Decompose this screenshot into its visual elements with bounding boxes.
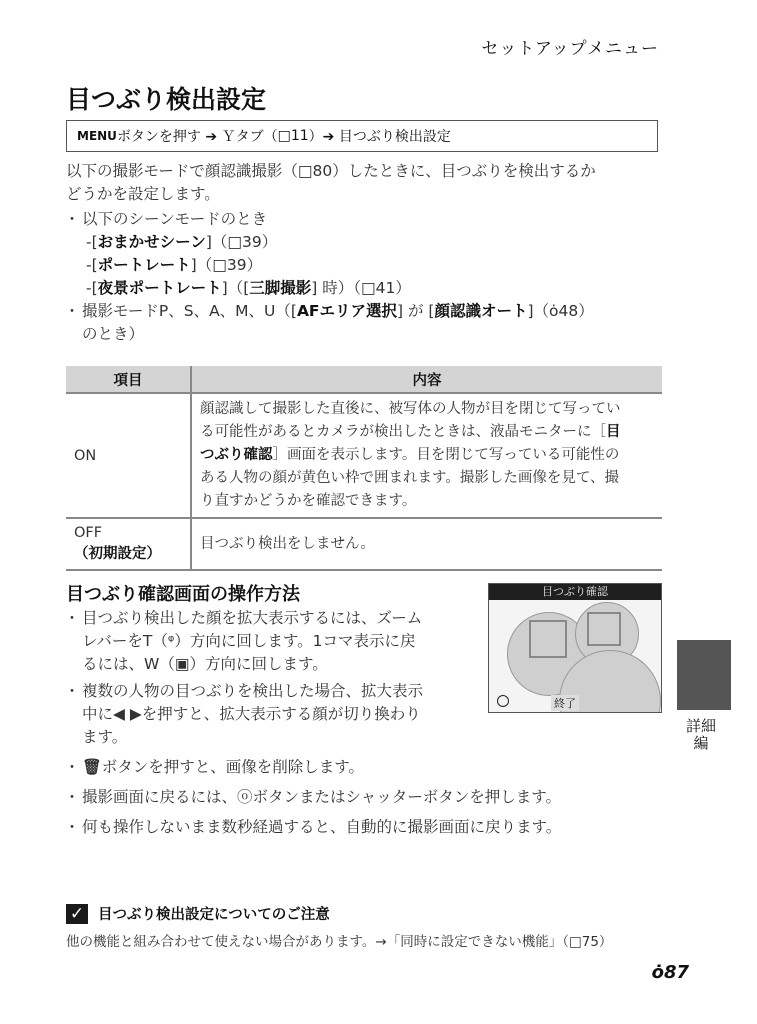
sub-item-portrait <box>86 254 262 277</box>
zoom-icon <box>497 695 509 707</box>
blink-warning-screen <box>488 583 662 713</box>
bullet-mark: ・ <box>64 682 80 700</box>
bullet-mark: ・ <box>64 210 80 228</box>
bracket: -[ <box>86 279 98 297</box>
ref: ]（ȯ48） <box>527 302 594 320</box>
table-row <box>66 393 662 518</box>
desc-bold: つぶり確認 <box>200 447 273 463</box>
nav-tail: ）➔ 目つぶり検出設定 <box>308 129 451 145</box>
face-frame <box>529 620 567 658</box>
bullet-text: ます。 <box>82 728 128 746</box>
ref: ]（□39） <box>190 256 263 274</box>
bullet-text: 中に◀ ▶を押すと、拡大表示する顔が切り換わり <box>82 705 421 723</box>
bullet-text: ] が [ <box>397 302 435 320</box>
desc-text: ］画面を表示します。目を閉じて写っている可能性の <box>272 447 620 463</box>
table-header-item: 項目 <box>66 366 191 393</box>
bullet-text: レバーをT（ᵠ）方向に回します。1コマ表示に戻 <box>82 632 416 650</box>
table-cell-content <box>191 393 662 518</box>
book-icon: □ <box>277 128 291 144</box>
screen-footer <box>489 692 661 712</box>
table-cell-item <box>66 518 191 570</box>
note-heading <box>66 903 330 924</box>
section-heading: 目つぶり確認画面の操作方法 <box>66 584 300 605</box>
table-row <box>66 518 662 570</box>
bullet-text: 何も操作しないまま数秒経過すると、自動的に撮影画面に戻ります。 <box>82 818 562 836</box>
item-name: OFF <box>74 525 103 541</box>
intro-line-1: 以下の撮影モードで顔認識撮影（□80）したときに、目つぶりを検出するか <box>66 162 596 180</box>
nav-text: ボタンを押す ➔ Ｙタブ（ <box>116 129 278 145</box>
table-header-row <box>66 366 662 393</box>
bullet-text: 撮影画面に戻るには、ⓞボタンまたはシャッターボタンを押します。 <box>82 788 561 806</box>
section-tab <box>677 640 731 710</box>
bullet-text-line-2: のとき） <box>82 325 145 343</box>
screen-title: 目つぶり確認 <box>542 585 608 598</box>
bullet-text: 以下のシーンモードのとき <box>82 210 268 228</box>
screen-title-bar <box>489 584 661 600</box>
desc-text: る可能性があるとカメラが検出したときは、液晶モニターに［ <box>200 424 606 440</box>
trash-icon: 🗑 <box>82 758 102 776</box>
bullet-mark: ・ <box>64 302 80 320</box>
op-bullet-multi <box>62 680 482 749</box>
bullet-mark: ・ <box>64 788 80 806</box>
sub-item-auto-scene <box>86 231 277 254</box>
section-tab-label: 詳細編 <box>686 717 717 752</box>
page-number: ȯ87 <box>651 962 689 983</box>
bullet-text: 撮影モードP、S、A、M、U（[ <box>82 302 297 320</box>
chapter-title: セットアップメニュー <box>481 39 659 59</box>
desc-line: 顔認識して撮影した直後に、被写体の人物が目を閉じて写ってい <box>200 401 621 417</box>
ref: ]（□39） <box>205 233 278 251</box>
bullet-text: ボタンを押すと、画像を削除します。 <box>101 758 364 776</box>
bullet-mark: ・ <box>64 758 80 776</box>
menu-key: MENU <box>77 129 117 143</box>
bullet-modes <box>62 300 682 346</box>
nav-ref: 11 <box>290 128 309 144</box>
checkmark-icon: ✓ <box>66 904 88 924</box>
desc-line <box>200 444 654 467</box>
table-header-content: 内容 <box>191 366 662 393</box>
desc-bold: 目 <box>606 424 621 440</box>
op-bullet-timeout <box>62 816 682 839</box>
op-bullet-return <box>62 786 682 809</box>
mode-name: ポートレート <box>97 256 191 274</box>
bracket: -[ <box>86 256 98 274</box>
exit-label: 終了 <box>551 695 579 711</box>
sub-item-night-portrait <box>86 277 411 300</box>
op-bullet-delete <box>62 756 682 779</box>
ref: ] 時）（□41） <box>311 279 411 297</box>
table-cell-content: 目つぶり検出をしません。 <box>191 518 662 570</box>
bullet-text: 複数の人物の目つぶりを検出した場合、拡大表示 <box>82 682 424 700</box>
af-area: AFエリア選択 <box>296 302 398 320</box>
bullet-scene <box>62 208 682 231</box>
table-cell-item: ON <box>66 393 191 518</box>
intro-text <box>66 160 666 206</box>
note-body: 他の機能と組み合わせて使えない場合があります。→「同時に設定できない機能」（□75） <box>66 934 613 950</box>
default-label: （初期設定） <box>74 546 161 562</box>
mode-name: おまかせシーン <box>97 233 206 251</box>
bullet-text: るには、W（▣）方向に回します。 <box>82 655 328 673</box>
settings-table <box>66 366 662 571</box>
note-title: 目つぶり検出設定についてのご注意 <box>98 907 330 923</box>
bullet-mark: ・ <box>64 818 80 836</box>
mode-name: 夜景ポートレート <box>97 279 222 297</box>
bracket: -[ <box>86 233 98 251</box>
navigation-path <box>66 120 658 152</box>
bullet-mark: ・ <box>64 609 80 627</box>
desc-line: り直すかどうかを確認できます。 <box>200 493 417 509</box>
face-frame <box>587 612 621 646</box>
desc-line: ある人物の顔が黄色い枠で囲まれます。撮影した画像を見て、撮 <box>200 470 620 486</box>
face-priority: 顔認識オート <box>434 302 528 320</box>
bracket: ]（[ <box>221 279 250 297</box>
op-bullet-zoom <box>62 607 482 676</box>
page-title: 目つぶり検出設定 <box>66 85 267 114</box>
intro-line-2: どうかを設定します。 <box>66 185 220 203</box>
desc-line <box>200 421 654 444</box>
bullet-text: 目つぶり検出した顔を拡大表示するには、ズーム <box>82 609 423 627</box>
tripod-name: 三脚撮影 <box>249 279 312 297</box>
